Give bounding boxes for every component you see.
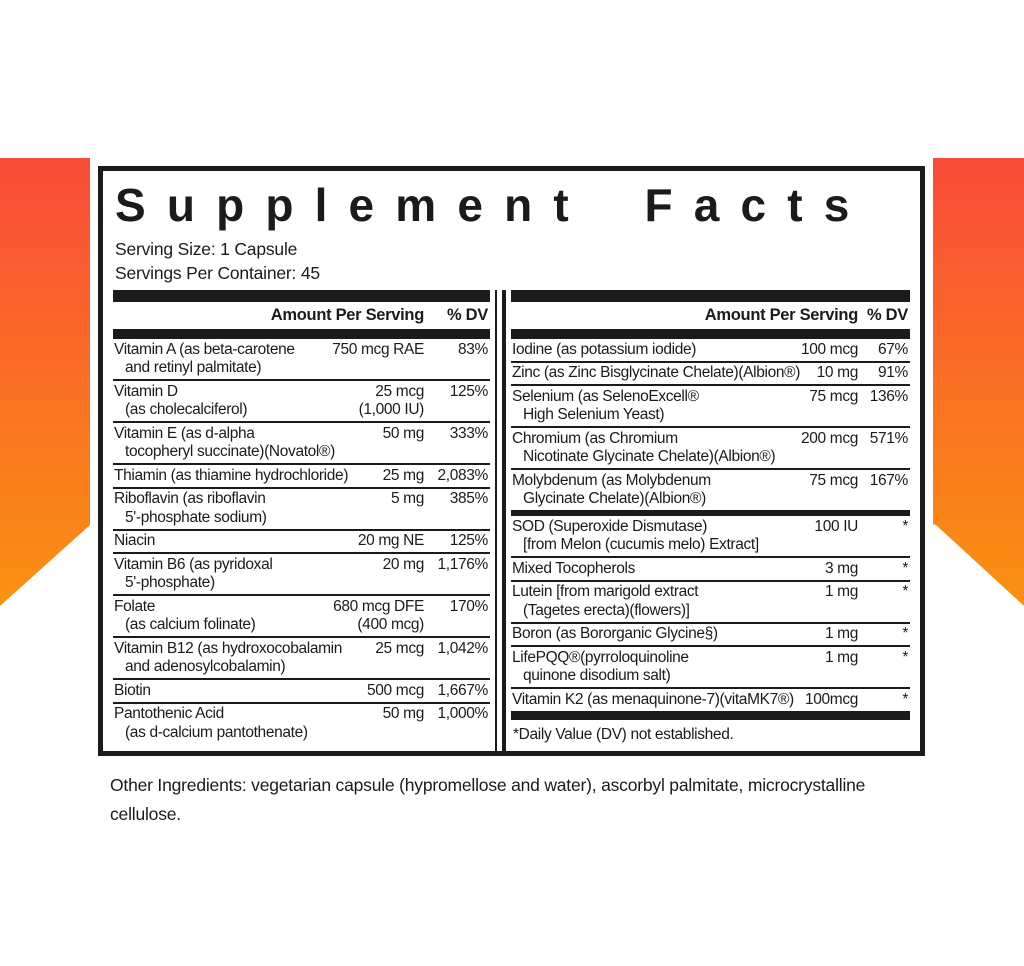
dv-value: 125%: [449, 532, 488, 550]
left-column-rows: [113, 339, 490, 744]
dv-value: 1,176%: [437, 555, 488, 573]
table-row: [511, 384, 910, 426]
dv-value: *: [902, 583, 908, 601]
amount-value: 500 mcg: [367, 681, 424, 699]
other-ingredients-text: Other Ingredients: vegetarian capsule (hypromellose and water), ascorbyl palmitate, microcrystalline cellulose.: [110, 774, 866, 824]
ingredient-name: Lutein [from marigold extract: [512, 583, 699, 601]
dv-value: 1,000%: [437, 705, 488, 723]
page: [0, 158, 1024, 966]
ingredient-name-line2: (as calcium folinate): [125, 616, 256, 634]
ingredient-name: Molybdenum (as Molybdenum: [512, 471, 711, 489]
table-row: [113, 702, 490, 744]
right-column-other-nutrients-rows: [511, 516, 910, 711]
dv-value: *: [902, 648, 908, 666]
thick-divider-bar: [511, 290, 910, 302]
ingredient-name: Mixed Tocopherols: [512, 559, 635, 577]
panel-frame: [98, 166, 925, 756]
table-row: [511, 361, 910, 385]
dv-value: 136%: [869, 387, 908, 405]
amount-line2: (1,000 IU): [358, 401, 424, 419]
amount-value: 25 mg: [382, 466, 424, 484]
table-row: [113, 339, 490, 379]
left-column-header: [113, 302, 490, 329]
ingredient-name: Biotin: [114, 681, 151, 699]
ingredient-name-line2: 5'-phosphate sodium): [125, 508, 267, 526]
dv-value: 571%: [869, 429, 908, 447]
amount-value: 100mcg: [804, 690, 858, 708]
amount-value: 10 mg: [816, 364, 858, 382]
dv-value: 333%: [449, 424, 488, 442]
dv-value: 67%: [878, 340, 908, 358]
amount-value: 100 IU: [814, 517, 858, 535]
ingredient-name: Vitamin B12 (as hydroxocobalamin: [114, 639, 343, 657]
ingredient-name: Folate: [114, 597, 155, 615]
amount-value: 1 mg: [824, 625, 858, 643]
table-row: [511, 556, 910, 580]
table-row: [511, 622, 910, 646]
ingredient-name: SOD (Superoxide Dismutase): [512, 517, 708, 535]
ingredient-name: Iodine (as potassium iodide): [512, 340, 697, 358]
table-row: [511, 645, 910, 687]
amount-value: 20 mg: [382, 555, 424, 573]
dv-value: 91%: [878, 364, 908, 382]
dv-value: 1,667%: [437, 681, 488, 699]
dv-value: *: [902, 625, 908, 643]
ingredient-name: LifePQQ®(pyrroloquinoline: [512, 648, 689, 666]
amount-value: 680 mcg DFE: [333, 597, 424, 615]
table-row: [511, 426, 910, 468]
dv-value: *: [902, 690, 908, 708]
panel-title: Supplement Facts: [115, 179, 871, 231]
dv-value: 2,083%: [437, 466, 488, 484]
thick-divider-bar: [511, 329, 910, 339]
dv-value: 170%: [449, 597, 488, 615]
dv-value: *: [902, 517, 908, 535]
ingredient-name: Boron (as Bororganic Glycine§): [512, 625, 718, 643]
daily-value-footnote: *Daily Value (DV) not established.: [513, 725, 734, 743]
ingredient-name-line2: High Selenium Yeast): [523, 406, 665, 424]
servings-per-container-text: Servings Per Container: 45: [115, 263, 320, 284]
ingredient-name-line2: (as d-calcium pantothenate): [125, 723, 308, 741]
thick-divider-bar: [511, 711, 910, 720]
ingredient-name-line2: tocopheryl succinate)(Novatol®): [125, 443, 335, 461]
serving-size-text: Serving Size: 1 Capsule: [115, 239, 298, 260]
right-column-minerals-rows: [511, 339, 910, 510]
table-row: [113, 421, 490, 463]
thick-divider-bar: [113, 290, 490, 302]
ingredient-name: Vitamin B6 (as pyridoxal: [114, 555, 273, 573]
amount-value: 3 mg: [824, 559, 858, 577]
table-row: [113, 487, 490, 529]
ingredient-name: Chromium (as Chromium: [512, 429, 678, 447]
amount-value: 75 mcg: [809, 387, 858, 405]
table-row: [511, 516, 910, 556]
ingredient-name-line2: Nicotinate Glycinate Chelate)(Albion®): [523, 448, 776, 466]
dv-value: 125%: [449, 382, 488, 400]
ingredient-name-line2: and adenosylcobalamin): [125, 658, 286, 676]
table-row: [113, 678, 490, 702]
ingredient-name-line2: [from Melon (cucumis melo) Extract]: [523, 536, 759, 554]
ingredient-name-line2: Glycinate Chelate)(Albion®): [523, 490, 706, 508]
ingredient-name: Thiamin (as thiamine hydrochloride): [114, 466, 349, 484]
amount-value: 100 mcg: [801, 340, 858, 358]
table-row: [511, 580, 910, 622]
amount-value: 50 mg: [382, 705, 424, 723]
header-amount-per-serving: Amount Per Serving: [704, 306, 858, 325]
ingredient-name-line2: (as cholecalciferol): [125, 401, 248, 419]
amount-line2: (400 mcg): [357, 616, 424, 634]
dv-value: 83%: [458, 340, 488, 358]
table-row: [113, 529, 490, 553]
amount-value: 25 mcg: [375, 639, 424, 657]
facts-columns: [113, 290, 910, 751]
amount-value: 1 mg: [824, 583, 858, 601]
ingredient-name-line2: (Tagetes erecta)(flowers)]: [523, 601, 690, 619]
ingredient-name: Vitamin A (as beta-carotene: [114, 340, 295, 358]
amount-value: 5 mg: [390, 490, 424, 508]
ingredient-name-line2: quinone disodium salt): [523, 667, 671, 685]
ingredient-name: Vitamin K2 (as menaquinone-7)(vitaMK7®): [512, 690, 794, 708]
header-amount-per-serving: Amount Per Serving: [270, 306, 424, 325]
table-row: [113, 463, 490, 487]
header-percent-dv: % DV: [447, 306, 488, 325]
table-row: [511, 687, 910, 711]
table-row: [113, 636, 490, 678]
table-row: [511, 468, 910, 510]
ingredient-name: Niacin: [114, 532, 155, 550]
ingredient-name: Vitamin D: [114, 382, 178, 400]
ingredient-name: Zinc (as Zinc Bisglycinate Chelate)(Albion®): [512, 364, 801, 382]
dv-value: 167%: [869, 471, 908, 489]
dv-value: 385%: [449, 490, 488, 508]
ingredient-name: Vitamin E (as d-alpha: [114, 424, 255, 442]
table-row: [113, 379, 490, 421]
ingredient-name: Selenium (as SelenoExcell®: [512, 387, 699, 405]
amount-value: 1 mg: [824, 648, 858, 666]
table-row: [113, 552, 490, 594]
amount-value: 50 mg: [382, 424, 424, 442]
ingredient-name: Riboflavin (as riboflavin: [114, 490, 266, 508]
amount-value: 20 mg NE: [357, 532, 424, 550]
ingredient-name-line2: and retinyl palmitate): [125, 359, 262, 377]
amount-value: 200 mcg: [801, 429, 858, 447]
amount-value: 25 mcg: [375, 382, 424, 400]
footnote-group: [511, 711, 910, 751]
amount-value: 750 mcg RAE: [332, 340, 424, 358]
table-row: [511, 339, 910, 361]
left-column: [113, 290, 497, 751]
thick-divider-bar: [113, 329, 490, 339]
ingredient-name-line2: 5'-phosphate): [125, 574, 215, 592]
ingredient-name: Pantothenic Acid: [114, 705, 224, 723]
dv-value: *: [902, 559, 908, 577]
amount-value: 75 mcg: [809, 471, 858, 489]
header-percent-dv: % DV: [867, 306, 908, 325]
right-column-header: [511, 302, 910, 329]
supplement-facts-panel: [90, 158, 933, 764]
right-column: [502, 290, 910, 751]
dv-value: 1,042%: [437, 639, 488, 657]
table-row: [113, 594, 490, 636]
